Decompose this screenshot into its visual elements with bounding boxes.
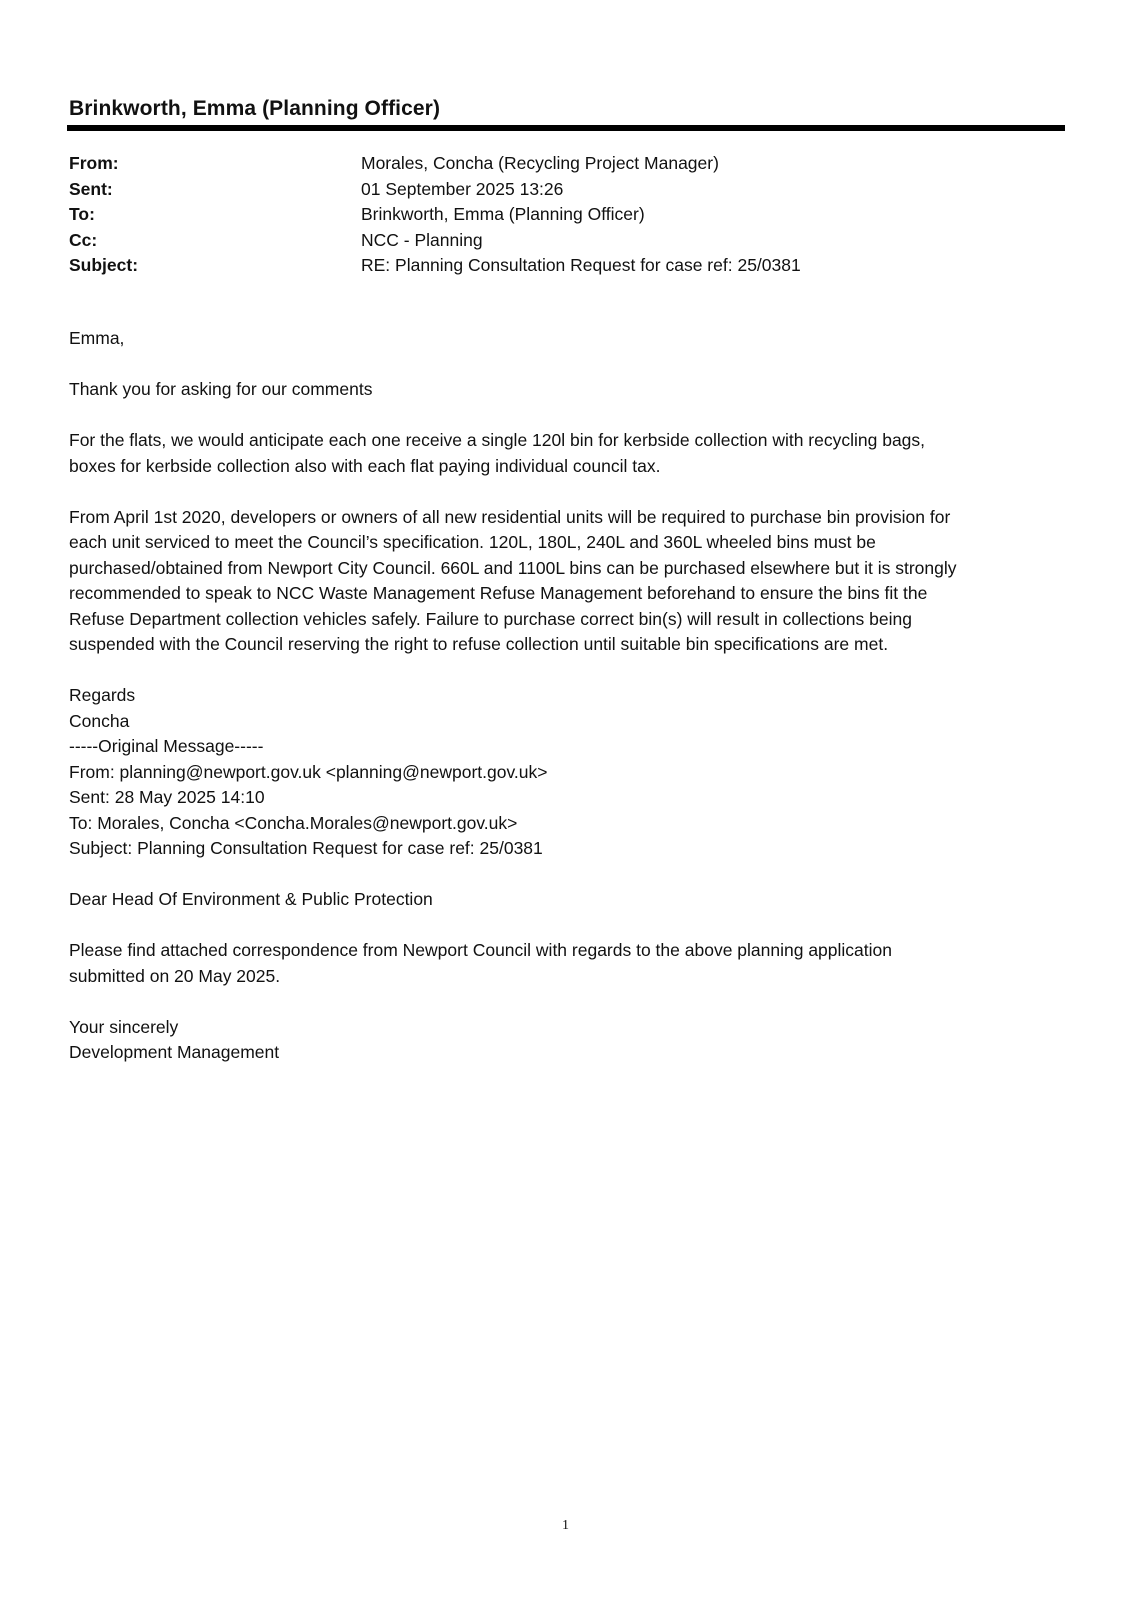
to-row (69, 202, 1059, 228)
paragraph-bin-line: suspended with the Council reserving the right to refuse collection until suitable bin specifications are met. (69, 634, 889, 654)
email-header-block (69, 151, 1059, 279)
cc-value: NCC - Planning (361, 229, 483, 250)
cc-row (69, 228, 1059, 254)
original-signature-block (69, 1015, 1064, 1066)
sent-label: Sent: (69, 178, 113, 199)
greeting: Emma, (69, 328, 125, 348)
sent-value: 01 September 2025 13:26 (361, 178, 564, 199)
sent-row (69, 177, 1059, 203)
from-label: From: (69, 153, 119, 173)
signature-name: Concha (69, 710, 130, 731)
to-label: To: (69, 204, 95, 224)
paragraph-flats-line: For the flats, we would anticipate each one receive a single 120l bin for kerbside collection with recycling bags, (69, 430, 926, 450)
mailbox-owner-name: Brinkworth, Emma (Planning Officer) (69, 97, 441, 120)
original-paragraph-line: submitted on 20 May 2025. (69, 965, 281, 986)
original-sent: Sent: 28 May 2025 14:10 (69, 787, 265, 807)
original-signature: Development Management (69, 1042, 280, 1062)
original-signoff: Your sincerely (69, 1016, 179, 1037)
page-number: 1 (562, 1518, 569, 1533)
to-value: Brinkworth, Emma (Planning Officer) (361, 204, 645, 224)
subject-label: Subject: (69, 255, 139, 275)
original-greeting: Dear Head Of Environment & Public Protection (69, 889, 433, 909)
subject-row (69, 253, 1059, 279)
paragraph-thanks: Thank you for asking for our comments (69, 379, 373, 399)
subject-value: RE: Planning Consultation Request for case ref: 25/0381 (361, 255, 801, 275)
paragraph-bin-provision (69, 505, 1064, 658)
cc-label: Cc: (69, 229, 98, 250)
paragraph-bin-line: Refuse Department collection vehicles safely. Failure to purchase correct bin(s) will result in collections being (69, 608, 912, 629)
paragraph-bin-line: purchased/obtained from Newport City Council. 660L and 1100L bins can be purchased elsewhere but it is strongly (69, 557, 957, 578)
signoff: Regards (69, 685, 136, 705)
from-value: Morales, Concha (Recycling Project Manager) (361, 153, 719, 173)
paragraph-bin-line: each unit serviced to meet the Council’s specification. 120L, 180L, 240L and 360L wheeled bins must be (69, 532, 876, 552)
original-paragraph (69, 938, 1064, 989)
paragraph-flats-line: boxes for kerbside collection also with each flat paying individual council tax. (69, 455, 661, 476)
email-body (69, 326, 1064, 1066)
original-subject: Subject: Planning Consultation Request for case ref: 25/0381 (69, 838, 543, 858)
original-to: To: Morales, Concha <Concha.Morales@newport.gov.uk> (69, 812, 518, 833)
paragraph-flats (69, 428, 1064, 479)
from-row (69, 151, 1059, 177)
paragraph-bin-line: From April 1st 2020, developers or owners of all new residential units will be required to purchase bin provision for (69, 506, 951, 527)
original-from: From: planning@newport.gov.uk <planning@newport.gov.uk> (69, 761, 548, 782)
signature-block (69, 683, 1064, 862)
original-message-marker: -----Original Message----- (69, 736, 264, 756)
original-paragraph-line: Please find attached correspondence from Newport Council with regards to the above planning application (69, 940, 892, 960)
header-divider (67, 125, 1065, 131)
paragraph-bin-line: recommended to speak to NCC Waste Management Refuse Management beforehand to ensure the bins fit the (69, 583, 928, 603)
